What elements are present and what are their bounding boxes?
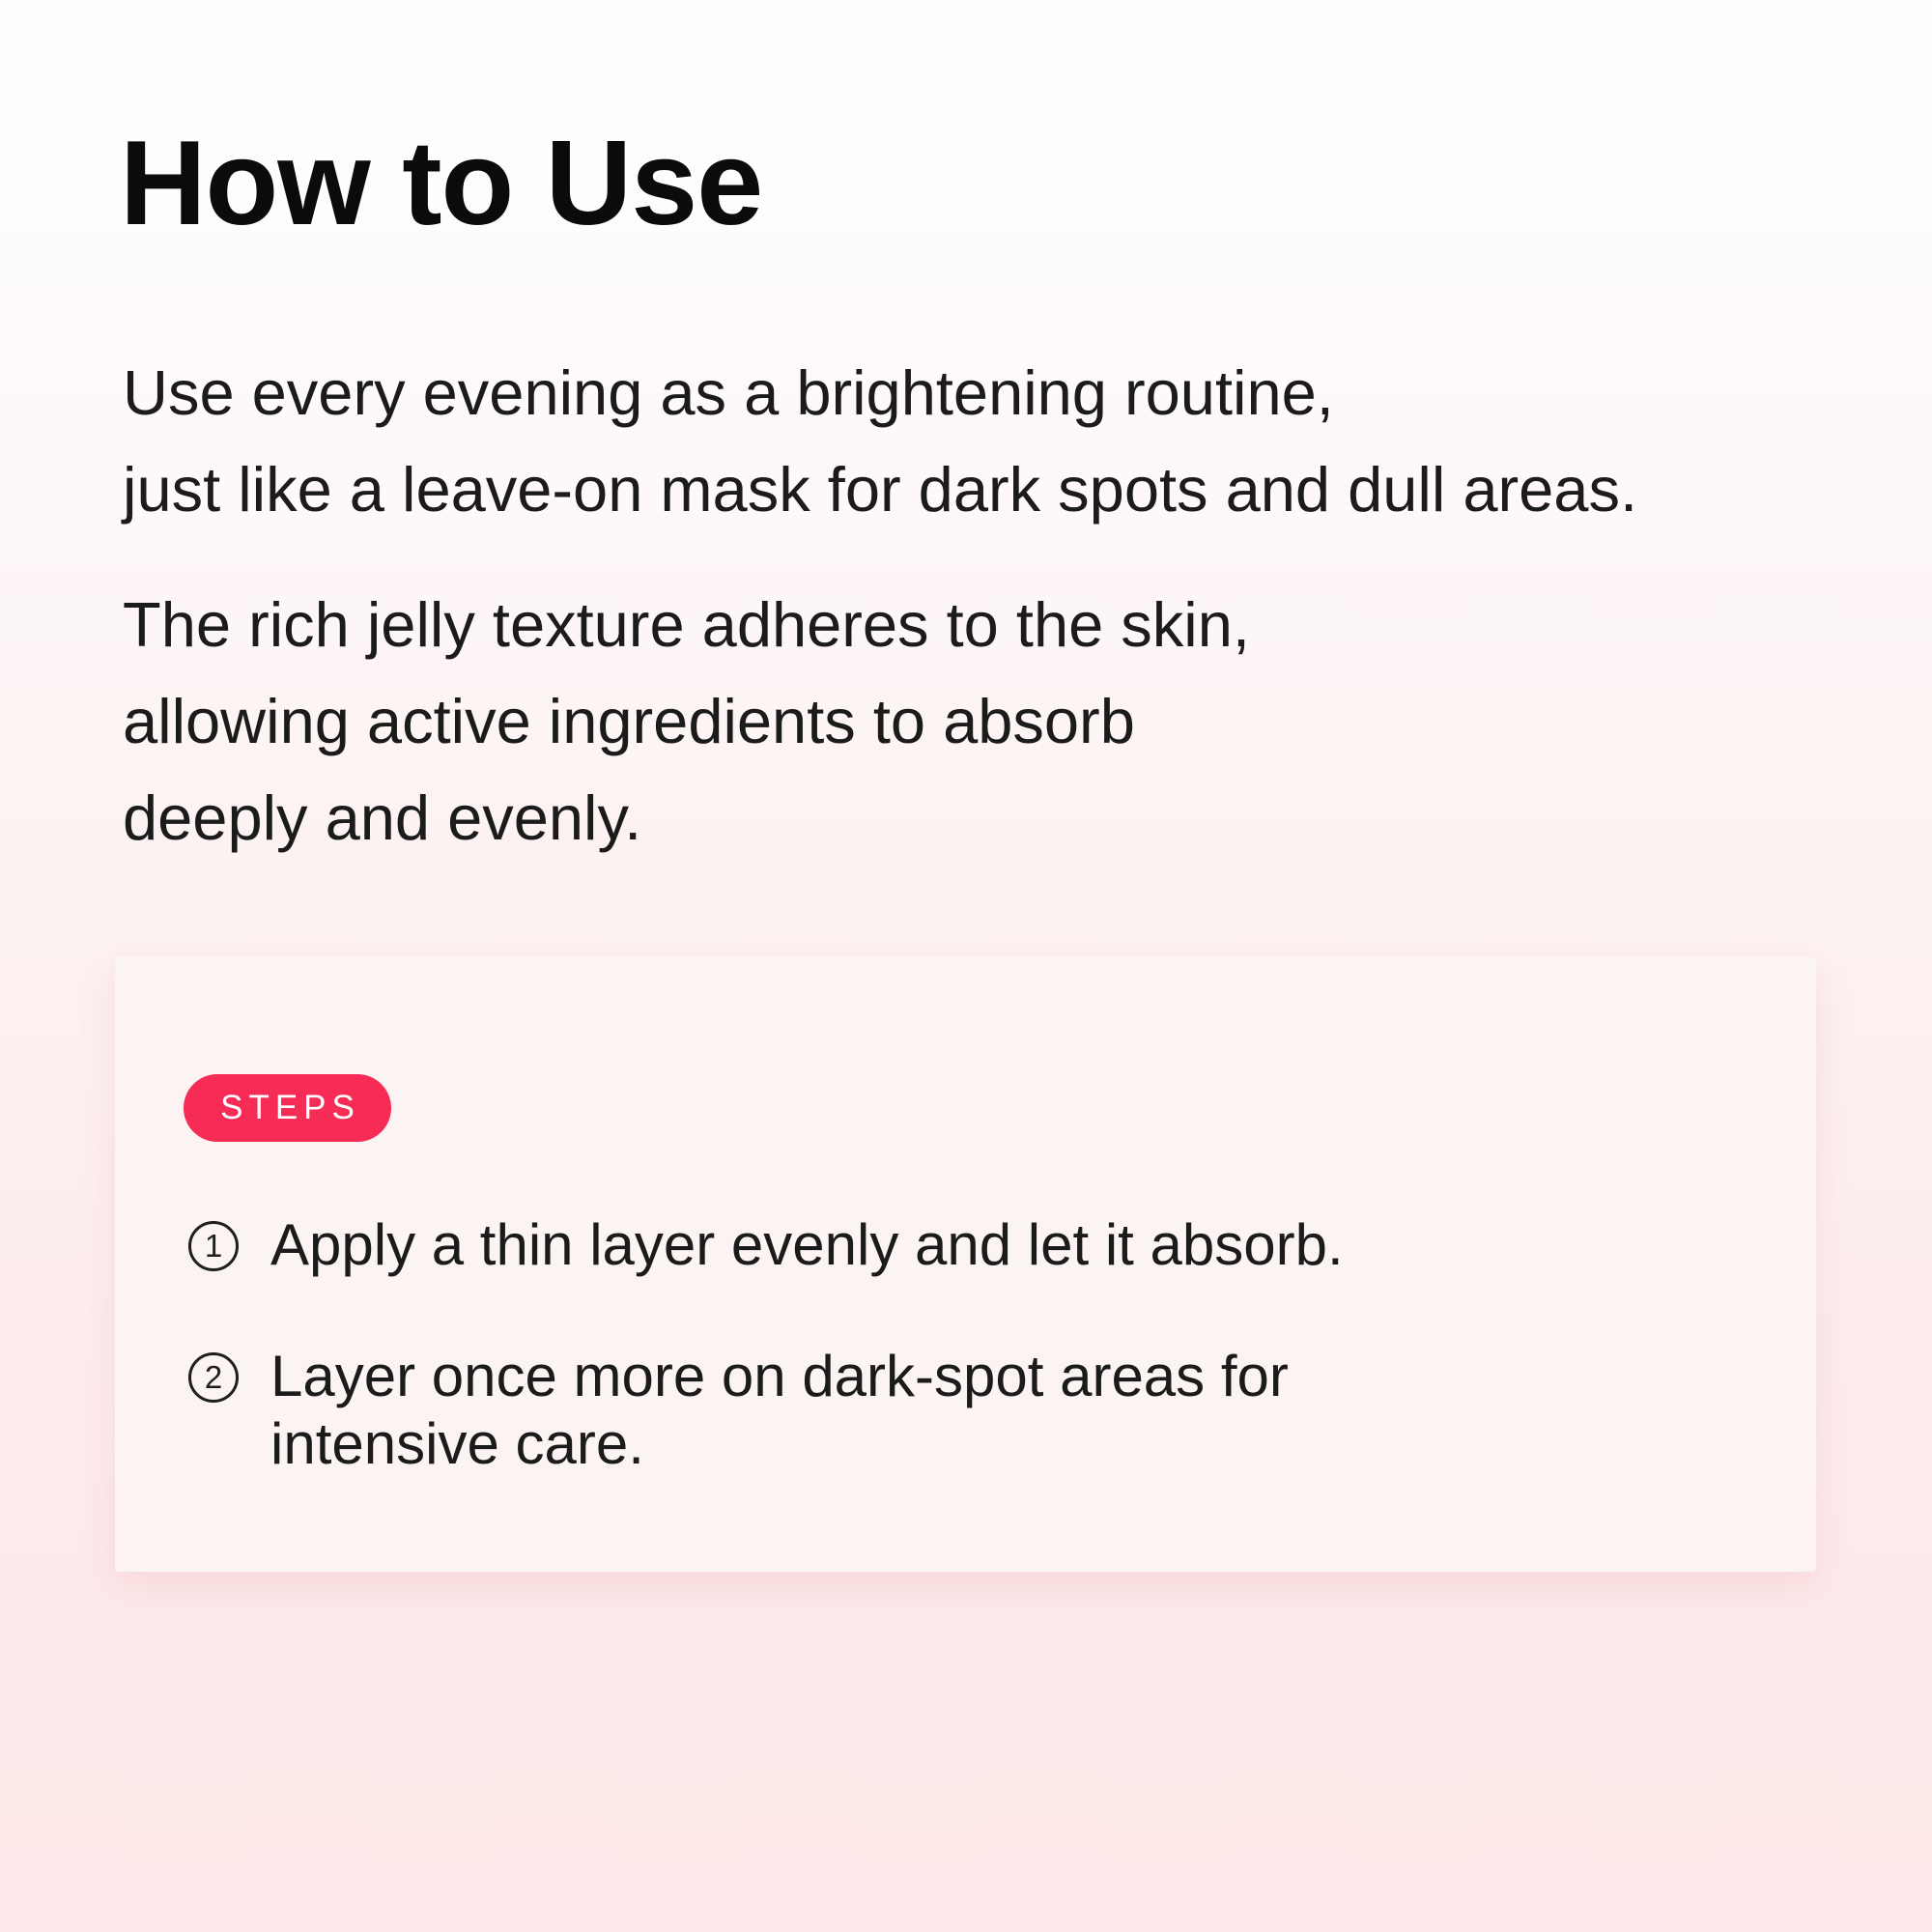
page-title: How to Use (120, 117, 763, 250)
intro-paragraph-2-line-2: allowing active ingredients to absorb (123, 686, 1135, 756)
intro-paragraph-2-line-1: The rich jelly texture adheres to the skin, (123, 589, 1250, 660)
step-item-1 (115, 1211, 1344, 1279)
intro-paragraph-1-line-2: just like a leave-on mask for dark spots and dull areas. (123, 454, 1637, 525)
intro-paragraph-2-line-3: deeply and evenly. (123, 782, 642, 853)
step-2-line-1: Layer once more on dark-spot areas for (270, 1344, 1289, 1408)
step-2-number-icon: 2 (188, 1352, 239, 1403)
intro-paragraph-1 (123, 345, 1637, 538)
steps-badge (184, 1074, 391, 1142)
intro-paragraph-2 (123, 577, 1250, 867)
step-2-text (270, 1343, 1289, 1478)
step-1-line-1: Apply a thin layer evenly and let it absorb. (270, 1212, 1344, 1277)
step-2-line-2: intensive care. (270, 1411, 644, 1476)
steps-badge-label: STEPS (220, 1089, 360, 1126)
steps-card (115, 956, 1816, 1572)
step-1-number-icon: 1 (188, 1221, 239, 1271)
step-1-text (270, 1211, 1344, 1279)
step-item-2 (115, 1343, 1289, 1478)
intro-paragraph-1-line-1: Use every evening as a brightening routine, (123, 357, 1334, 428)
